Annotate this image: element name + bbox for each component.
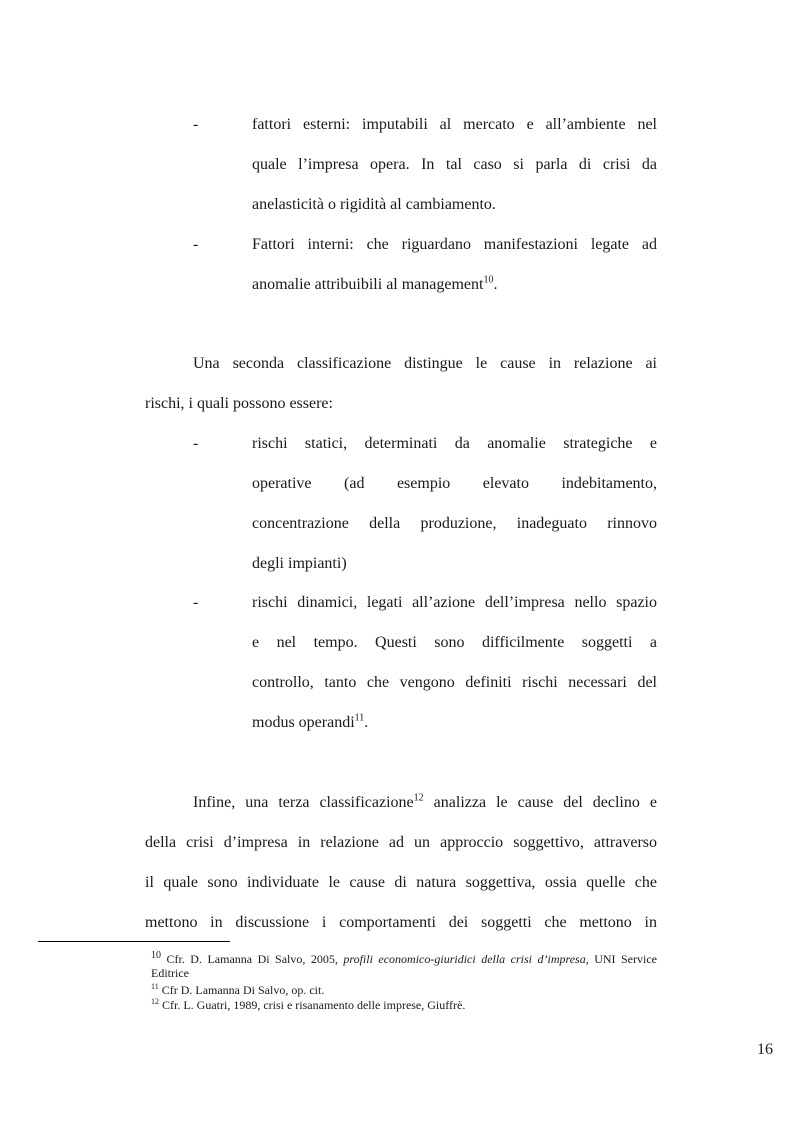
list-dash: - [193, 435, 199, 452]
list-item-line: controllo, tanto che vengono definiti rischi necessari del [252, 674, 657, 691]
paragraph-line: il quale sono individuate le cause di natura soggettiva, ossia quelle che [145, 874, 657, 891]
footnote-10-continued: Editrice [151, 966, 189, 980]
list-dash: - [193, 594, 199, 611]
list-item-line: rischi dinamici, legati all’azione dell’impresa nello spazio [252, 594, 657, 611]
paragraph-line: rischi, i quali possono essere: [145, 395, 333, 412]
footnote-separator [38, 941, 230, 942]
paragraph-line: Infine, una terza classificazione$^{12}$ analizza le cause del declino e [193, 792, 658, 811]
footnote-10: $^{10}$ Cfr. D. Lamanna Di Salvo, 2005, profili economico-giuridici della crisi d’impresa, UNI Service [151, 950, 657, 966]
list-dash: - [193, 116, 199, 133]
footnote-11: $^{11}$ Cfr D. Lamanna Di Salvo, op. cit. [151, 982, 325, 997]
footnote-ref: 12 [413, 792, 424, 804]
paragraph-line: mettono in discussione i comportamenti dei soggetti che mettono in [145, 914, 657, 931]
list-item-line: fattori esterni: imputabili al mercato e all’ambiente nel [252, 116, 657, 133]
list-item-line: concentrazione della produzione, inadeguato rinnovo [252, 515, 657, 532]
list-item-line: anomalie attribuibili al management$^{10}$. [252, 274, 498, 293]
paragraph-line: della crisi d’impresa in relazione ad un approccio soggettivo, attraverso [145, 834, 657, 851]
list-item-line: operative (ad esempio elevato indebitamento, [252, 475, 657, 492]
paragraph-line: Una seconda classificazione distingue le cause in relazione ai [193, 355, 657, 372]
list-item-line: quale l’impresa opera. In tal caso si parla di crisi da [252, 156, 657, 173]
footnote-ref: 10 [483, 274, 494, 286]
list-dash: - [193, 236, 199, 253]
list-item-line: Fattori interni: che riguardano manifestazioni legate ad [252, 236, 657, 253]
footnote-ref: 11 [354, 712, 365, 724]
list-item-line: modus operandi$^{11}$. [252, 712, 369, 731]
list-item-line: degli impianti) [252, 555, 347, 572]
page-number: 16 [757, 1041, 773, 1058]
list-item-line: e nel tempo. Questi sono difficilmente soggetti a [252, 634, 657, 651]
list-item-line: rischi statici, determinati da anomalie strategiche e [252, 435, 657, 452]
list-item-line: anelasticità o rigidità al cambiamento. [252, 196, 496, 213]
footnote-12: $^{12}$ Cfr. L. Guatri, 1989, crisi e risanamento delle imprese, Giuffrè. [151, 997, 466, 1012]
